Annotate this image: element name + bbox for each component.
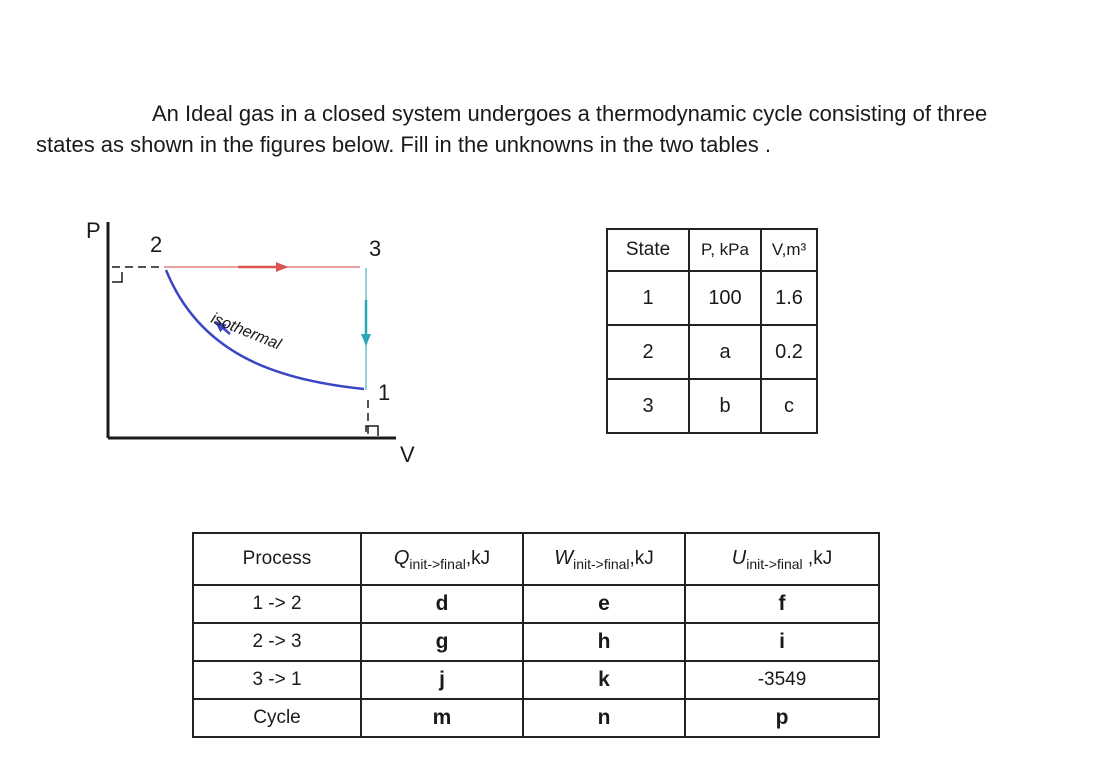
table-row	[607, 325, 817, 379]
process-table	[192, 532, 880, 738]
work-header	[523, 533, 685, 585]
pv-diagram	[80, 210, 440, 470]
problem-statement	[36, 98, 1096, 160]
process-cell: 2 -> 3	[193, 623, 361, 661]
heat-unit: ,kJ	[465, 547, 491, 569]
right-angle-mark-p	[112, 272, 122, 282]
state-table	[606, 228, 818, 434]
point-label-2: 2	[150, 232, 163, 257]
heat-cell: j	[361, 661, 523, 699]
state-header-pressure: P, kPa	[689, 229, 761, 271]
state-header-state: State	[607, 229, 689, 271]
process-table-header	[193, 533, 879, 585]
work-subscript: init->final	[573, 555, 630, 572]
work-cell: k	[523, 661, 685, 699]
energy-unit: ,kJ	[802, 547, 833, 569]
work-cell: e	[523, 585, 685, 623]
work-unit: ,kJ	[629, 547, 654, 569]
state-cell: 3	[607, 379, 689, 433]
process-cell: Cycle	[193, 699, 361, 737]
energy-cell: -3549	[685, 661, 879, 699]
axis-label-p: P	[86, 218, 101, 243]
process-cell: 3 -> 1	[193, 661, 361, 699]
work-cell: n	[523, 699, 685, 737]
process-cell: 1 -> 2	[193, 585, 361, 623]
volume-cell: 1.6	[761, 271, 817, 325]
pressure-cell: 100	[689, 271, 761, 325]
heat-symbol: Q	[393, 546, 410, 569]
process-header: Process	[193, 533, 361, 585]
table-row	[607, 271, 817, 325]
volume-cell: 0.2	[761, 325, 817, 379]
energy-cell: p	[685, 699, 879, 737]
energy-cell: f	[685, 585, 879, 623]
state-cell: 2	[607, 325, 689, 379]
state-table-header	[607, 229, 817, 271]
heat-cell: d	[361, 585, 523, 623]
pressure-cell: a	[689, 325, 761, 379]
table-row	[193, 661, 879, 699]
point-label-1: 1	[378, 380, 391, 405]
work-symbol: W	[554, 546, 574, 569]
table-row	[607, 379, 817, 433]
volume-cell: c	[761, 379, 817, 433]
point-label-3: 3	[369, 236, 382, 261]
energy-cell: i	[685, 623, 879, 661]
heat-cell: g	[361, 623, 523, 661]
heat-cell: m	[361, 699, 523, 737]
problem-line-2: states as shown in the figures below. Fill in the unknowns in the two tables .	[36, 132, 771, 157]
energy-symbol: U	[731, 546, 747, 569]
pressure-cell: b	[689, 379, 761, 433]
table-row	[193, 585, 879, 623]
heat-subscript: init->final	[409, 555, 466, 572]
table-row	[193, 623, 879, 661]
table-row	[193, 699, 879, 737]
heat-header	[361, 533, 523, 585]
curve-label-isothermal: isothermal	[208, 309, 284, 354]
energy-subscript: init->final	[746, 555, 803, 572]
work-cell: h	[523, 623, 685, 661]
energy-header	[685, 533, 879, 585]
problem-line-1: An Ideal gas in a closed system undergoes a thermodynamic cycle consisting of three	[152, 101, 988, 126]
state-cell: 1	[607, 271, 689, 325]
state-header-volume: V,m³	[761, 229, 817, 271]
axis-label-v: V	[400, 442, 415, 467]
